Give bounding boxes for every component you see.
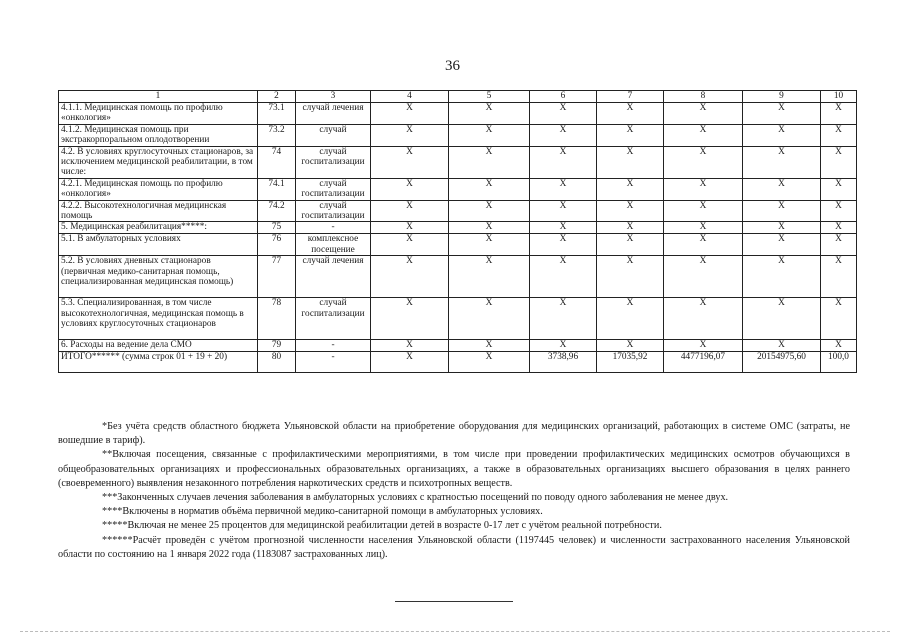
unit-cell: случай госпитализации [296, 146, 371, 178]
table-row [59, 298, 857, 340]
column-number: 2 [258, 91, 296, 103]
value-cell: X [449, 103, 530, 125]
value-cell: X [371, 340, 449, 351]
value-cell: X [371, 256, 449, 298]
column-number: 3 [296, 91, 371, 103]
table-row [59, 351, 857, 372]
value-cell: X [449, 178, 530, 200]
column-number: 6 [530, 91, 597, 103]
row-label: 4.2.2. Высокотехнологичная медицинская помощь [59, 200, 258, 222]
value-cell: X [449, 256, 530, 298]
value-cell: X [449, 351, 530, 372]
unit-cell: - [296, 351, 371, 372]
value-cell: X [821, 234, 857, 256]
table-header-row [59, 91, 857, 103]
unit-cell: - [296, 222, 371, 234]
value-cell: X [664, 234, 743, 256]
value-cell: X [743, 234, 821, 256]
row-label: 5.3. Специализированная, в том числе высокотехнологичная, медицинская помощь в условиях круглосуточных стационаров [59, 298, 258, 340]
value-cell: X [821, 146, 857, 178]
value-cell: X [743, 103, 821, 125]
value-cell: X [821, 103, 857, 125]
value-cell: X [449, 340, 530, 351]
row-code: 76 [258, 234, 296, 256]
page-number: 36 [445, 58, 460, 74]
value-cell: X [743, 340, 821, 351]
table-row [59, 146, 857, 178]
footnote-3: ***Законченных случаев лечения заболевания в амбулаторных условиях с кратностью посещений по поводу одного заболевания не менее двух. [102, 492, 729, 504]
value-cell: X [371, 351, 449, 372]
row-code: 74.2 [258, 200, 296, 222]
value-cell: X [530, 200, 597, 222]
value-cell: X [371, 103, 449, 125]
value-cell: X [743, 298, 821, 340]
row-label: ИТОГО****** (сумма строк 01 + 19 + 20) [59, 351, 258, 372]
table-row [59, 222, 857, 234]
value-cell: X [597, 340, 664, 351]
table-row [59, 178, 857, 200]
unit-cell: случай госпитализации [296, 200, 371, 222]
value-cell: X [530, 178, 597, 200]
value-cell: X [821, 178, 857, 200]
volume-norms-table [58, 90, 857, 373]
value-cell: X [371, 222, 449, 234]
value-cell: X [597, 222, 664, 234]
row-label: 4.1.1. Медицинская помощь по профилю «онкология» [59, 103, 258, 125]
row-label: 5.1. В амбулаторных условиях [59, 234, 258, 256]
value-cell: X [743, 222, 821, 234]
value-cell: X [371, 124, 449, 146]
value-cell: X [530, 103, 597, 125]
row-label: 5. Медицинская реабилитация*****: [59, 222, 258, 234]
value-cell: X [743, 146, 821, 178]
value-cell: X [371, 298, 449, 340]
value-cell: X [530, 146, 597, 178]
value-cell: 3738,96 [530, 351, 597, 372]
value-cell: 100,0 [821, 351, 857, 372]
table-row [59, 200, 857, 222]
row-code: 80 [258, 351, 296, 372]
unit-cell: случай госпитализации [296, 298, 371, 340]
table-row [59, 256, 857, 298]
row-label: 5.2. В условиях дневных стационаров (первичная медико-санитарная помощь, специализированная медицинская помощь) [59, 256, 258, 298]
column-number: 9 [743, 91, 821, 103]
value-cell: X [821, 222, 857, 234]
value-cell: X [597, 146, 664, 178]
value-cell: X [821, 340, 857, 351]
row-code: 74 [258, 146, 296, 178]
unit-cell: комплексное посещение [296, 234, 371, 256]
value-cell: 20154975,60 [743, 351, 821, 372]
footnote-5: *****Включая не менее 25 процентов для медицинской реабилитации детей в возрасте 0-17 лет с учётом реальной потребности. [102, 520, 662, 532]
value-cell: X [597, 200, 664, 222]
row-code: 75 [258, 222, 296, 234]
row-label: 4.2.1. Медицинская помощь по профилю «онкология» [59, 178, 258, 200]
column-number: 4 [371, 91, 449, 103]
unit-cell: случай лечения [296, 256, 371, 298]
value-cell: X [743, 124, 821, 146]
value-cell: X [530, 256, 597, 298]
value-cell: X [597, 103, 664, 125]
table-row [59, 103, 857, 125]
value-cell: X [371, 146, 449, 178]
value-cell: X [597, 124, 664, 146]
value-cell: X [449, 200, 530, 222]
value-cell: X [743, 200, 821, 222]
value-cell: X [597, 234, 664, 256]
table-row [59, 234, 857, 256]
value-cell: X [743, 256, 821, 298]
value-cell: X [449, 222, 530, 234]
unit-cell: случай [296, 124, 371, 146]
column-number: 5 [449, 91, 530, 103]
footnotes [58, 420, 850, 562]
value-cell: X [664, 298, 743, 340]
value-cell: X [664, 200, 743, 222]
value-cell: X [664, 340, 743, 351]
value-cell: X [371, 234, 449, 256]
row-code: 73.2 [258, 124, 296, 146]
value-cell: X [530, 222, 597, 234]
value-cell: X [530, 340, 597, 351]
separator-line [395, 601, 513, 602]
value-cell: X [597, 178, 664, 200]
value-cell: X [664, 146, 743, 178]
value-cell: X [371, 178, 449, 200]
row-label: 4.1.2. Медицинская помощь при экстракорпоральном оплодотворении [59, 124, 258, 146]
unit-cell: случай лечения [296, 103, 371, 125]
row-code: 79 [258, 340, 296, 351]
unit-cell: случай госпитализации [296, 178, 371, 200]
footnote-6: ******Расчёт проведён с учётом прогнозной численности населения Ульяновской области (1197445 человек) и численности застрахованного населения Ульяновской области по состоянию на 1 января 2022 года (1183087 застрахованных лиц). [58, 534, 850, 560]
unit-cell: - [296, 340, 371, 351]
footnote-1: *Без учёта средств областного бюджета Ульяновской области на приобретение оборудования для медицинских организаций, работающих в системе ОМС (затраты, не вошедшие в тариф). [58, 421, 850, 447]
value-cell: X [449, 298, 530, 340]
row-code: 74.1 [258, 178, 296, 200]
table-row [59, 124, 857, 146]
value-cell: X [449, 124, 530, 146]
value-cell: X [743, 178, 821, 200]
value-cell: 4477196,07 [664, 351, 743, 372]
row-label: 6. Расходы на ведение дела СМО [59, 340, 258, 351]
footnote-2: **Включая посещения, связанные с профилактическими мероприятиями, в том числе при проведении профилактических медицинских осмотров обучающихся в общеобразовательных организациях и профессиональных образовательных организациях, а также в образовательных организациях высшего образования в целях раннего (своевременного) выявления незаконного потребления наркотических средств и психотропных веществ. [58, 449, 850, 489]
value-cell: X [821, 298, 857, 340]
value-cell: X [821, 200, 857, 222]
value-cell: X [821, 124, 857, 146]
column-number: 8 [664, 91, 743, 103]
row-label: 4.2. В условиях круглосуточных стационаров, за исключением медицинской реабилитации, в том числе: [59, 146, 258, 178]
value-cell: X [664, 256, 743, 298]
value-cell: 17035,92 [597, 351, 664, 372]
value-cell: X [449, 146, 530, 178]
row-code: 73.1 [258, 103, 296, 125]
row-code: 78 [258, 298, 296, 340]
table-row [59, 340, 857, 351]
value-cell: X [371, 200, 449, 222]
column-number: 7 [597, 91, 664, 103]
value-cell: X [597, 298, 664, 340]
column-number: 10 [821, 91, 857, 103]
scan-edge-line [20, 631, 890, 632]
value-cell: X [664, 103, 743, 125]
value-cell: X [449, 234, 530, 256]
value-cell: X [664, 178, 743, 200]
value-cell: X [530, 234, 597, 256]
value-cell: X [597, 256, 664, 298]
value-cell: X [530, 298, 597, 340]
value-cell: X [664, 124, 743, 146]
row-code: 77 [258, 256, 296, 298]
value-cell: X [664, 222, 743, 234]
value-cell: X [821, 256, 857, 298]
value-cell: X [530, 124, 597, 146]
column-number: 1 [59, 91, 258, 103]
footnote-4: ****Включены в норматив объёма первичной медико-санитарной помощи в амбулаторных условиях. [102, 506, 543, 518]
